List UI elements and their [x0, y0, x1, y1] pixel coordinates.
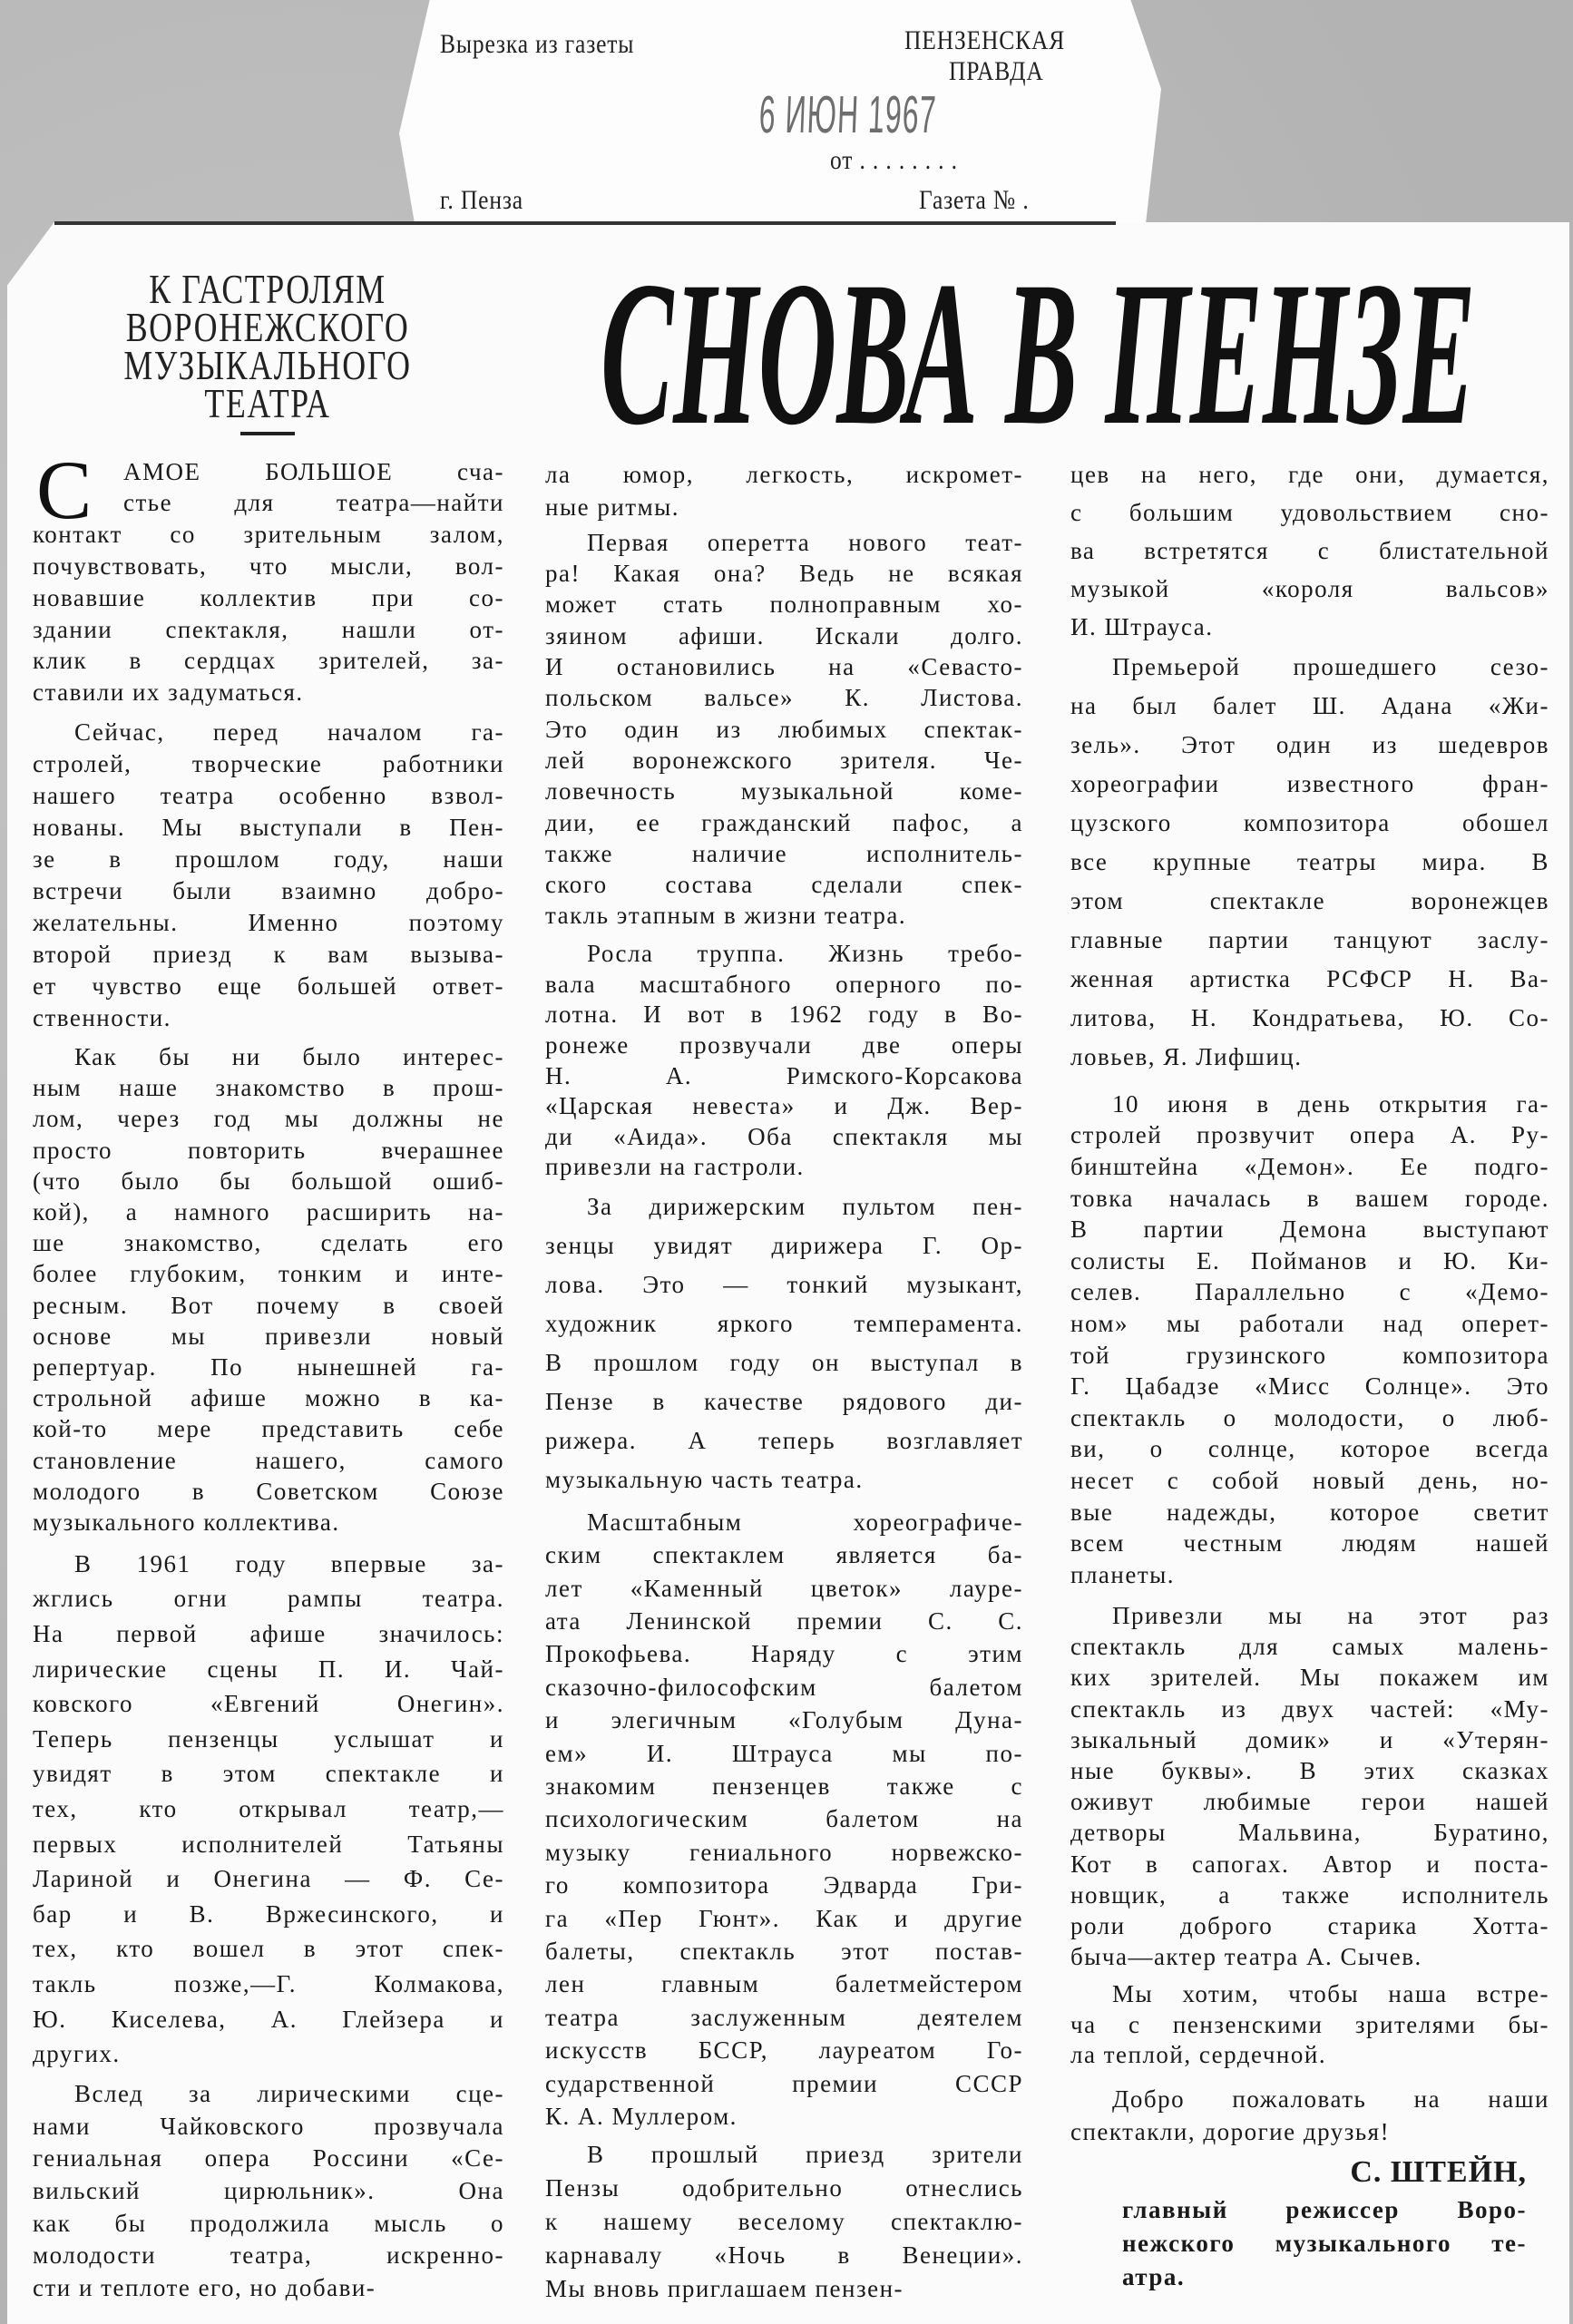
- text-line: музыку гениального норвежско-: [545, 1838, 1023, 1866]
- text-line: этом спектакле воронежцев: [1070, 886, 1549, 914]
- text-line: к нашему веселому спектаклю-: [545, 2207, 1023, 2235]
- text-line: Добро пожаловать на наши: [1112, 2085, 1549, 2113]
- text-line: первых исполнителей Татьяны: [33, 1830, 504, 1858]
- text-line: планеты.: [1070, 1560, 1176, 1588]
- author-position-line: атра.: [1122, 2263, 1186, 2290]
- text-line: тех, кто вошел в этот спек-: [33, 1935, 504, 1963]
- text-line: нашего театра особенно взвол-: [33, 781, 504, 809]
- text-line: ные буквы». В этих сказках: [1070, 1756, 1549, 1784]
- text-line: вильский цирюльник». Она: [33, 2177, 504, 2204]
- article-kicker: [54, 266, 481, 435]
- text-line: Пензы одобрительно отнеслись: [545, 2173, 1023, 2202]
- author-position-line: главный режиссер Воро-: [1122, 2196, 1527, 2223]
- text-line: Это один из любимых спектак-: [545, 715, 1023, 743]
- text-line: ла юмор, легкость, искромет-: [545, 461, 1023, 488]
- text-line: литова, Н. Кондратьева, Ю. Со-: [1070, 1003, 1549, 1031]
- text-line: театра заслуженным деятелем: [545, 2003, 1023, 2031]
- text-line: Лариной и Онегина — Ф. Се-: [33, 1865, 504, 1893]
- text-line: может стать полноправным хо-: [545, 591, 1023, 619]
- text-line: бар и В. Вржесинского, и: [33, 1899, 504, 1928]
- text-line: ковского «Евгений Онегин».: [33, 1690, 504, 1718]
- text-line: ва встретятся с блистательной: [1070, 537, 1549, 564]
- text-line: Как бы ни было интерес-: [74, 1042, 504, 1070]
- text-line: Прокофьева. Наряду с этим: [545, 1640, 1023, 1668]
- text-line: зе в прошлом году, наши: [33, 845, 504, 873]
- text-line: цев на него, где они, думается,: [1070, 461, 1549, 488]
- text-line: го композитора Эдварда Гри-: [545, 1871, 1023, 1899]
- text-line: И. Штрауса.: [1070, 613, 1214, 640]
- text-line: ем» И. Штрауса мы по-: [545, 1739, 1023, 1767]
- city-label: г. Пенза: [440, 185, 523, 215]
- text-line: Мы вновь приглашаем пензен-: [545, 2274, 904, 2302]
- text-line: ского состава сделали спек-: [545, 871, 1023, 899]
- issue-number-label: Газета № .: [919, 185, 1030, 215]
- text-line: основе мы привезли новый: [33, 1322, 504, 1350]
- text-line: быча—актер театра А. Сычев.: [1070, 1943, 1422, 1971]
- text-line: увидят в этом спектакле и: [33, 1760, 504, 1788]
- text-line: балеты, спектакль этот постав-: [545, 1938, 1023, 1965]
- text-line: 10 июня в день открытия га-: [1112, 1089, 1549, 1118]
- text-line: Пензе в качестве рядового ди-: [545, 1387, 1023, 1415]
- text-line: второй приезд к вам вызыва-: [33, 940, 504, 968]
- text-line: сказочно-философским балетом: [545, 1673, 1023, 1701]
- text-line: ких зрителей. Мы покажем им: [1070, 1664, 1549, 1692]
- text-line: Первая оперетта нового теат-: [587, 528, 1023, 556]
- text-line: зель». Этот один из шедевров: [1070, 730, 1549, 758]
- text-line: знакомим пензенцев также с: [545, 1772, 1023, 1800]
- text-line: К. А. Муллером.: [545, 2103, 738, 2130]
- text-line: спектакль из двух частей: «Му-: [1070, 1694, 1549, 1723]
- text-line: новщик, а также исполнитель: [1070, 1880, 1549, 1909]
- text-line: строльной афише можно в ка-: [33, 1384, 504, 1412]
- text-line: ловечность музыкальной коме-: [545, 777, 1023, 806]
- text-line: жглись огни рампы театра.: [33, 1585, 504, 1613]
- text-line: женная артистка РСФСР Н. Ва-: [1070, 964, 1549, 992]
- text-line: молодого в Советском Союзе: [33, 1477, 504, 1505]
- text-line: Привезли мы на этот раз: [1112, 1601, 1549, 1629]
- text-line: зенцы увидят дирижера Г. Ор-: [545, 1231, 1023, 1259]
- text-line: Вслед за лирическими сце-: [74, 2080, 504, 2108]
- text-line: той грузинского композитора: [1070, 1341, 1549, 1369]
- text-line: Ю. Киселева, А. Глейзера и: [33, 2005, 504, 2033]
- text-line: ше знакомство, сделать его: [33, 1229, 504, 1257]
- date-stamp: 6 ИЮН 1967: [757, 85, 938, 144]
- text-line: сти и теплоте его, но добави-: [33, 2273, 376, 2301]
- text-line: Масштабным хореографиче-: [587, 1508, 1023, 1536]
- text-line: ра! Какая она? Ведь не всякая: [545, 560, 1023, 588]
- text-line: ет чувство еще большей ответ-: [33, 972, 504, 1000]
- text-line: Росла труппа. Жизнь требо-: [587, 940, 1023, 968]
- text-line: оживут любимые герои нашей: [1070, 1788, 1549, 1816]
- text-line: Мы хотим, чтобы наша встре-: [1112, 1980, 1549, 2008]
- text-line: такль этапным в жизни театра.: [545, 902, 907, 930]
- text-line: спектакль для самых малень-: [1070, 1633, 1549, 1661]
- text-line: ставили их задуматься.: [33, 679, 304, 707]
- text-line: новавшие коллектив при со-: [33, 583, 504, 611]
- text-line: На первой афише значилось:: [33, 1619, 504, 1647]
- text-line: И остановились на «Севасто-: [545, 653, 1023, 681]
- text-line: карнавалу «Ночь в Венеции».: [545, 2241, 1023, 2269]
- text-line: зяином афиши. Искали долго.: [545, 621, 1023, 649]
- text-line: лирические сцены П. И. Чай-: [33, 1655, 504, 1683]
- text-line: лей воронежского зрителя. Че-: [545, 746, 1023, 774]
- text-line: В прошлый приезд зрители: [587, 2140, 1023, 2168]
- text-line: Премьерой прошедшего сезо-: [1112, 652, 1549, 680]
- text-line: польском вальсе» К. Листова.: [545, 684, 1023, 712]
- author-name: С. ШТЕЙН,: [1350, 2155, 1527, 2189]
- kicker-line: ТЕАТРА: [204, 380, 331, 426]
- text-line: ловьев, Я. Лифшиц.: [1070, 1042, 1303, 1070]
- text-line: психологическим балетом на: [545, 1805, 1023, 1833]
- text-line: «Царская невеста» и Дж. Вер-: [545, 1092, 1023, 1120]
- text-line: сударственной премии СССР: [545, 2069, 1023, 2097]
- text-line: хореографии известного фран-: [1070, 769, 1549, 797]
- text-line: лотна. И вот в 1962 году в Во-: [545, 1001, 1023, 1029]
- text-line: почувствовать, что мысли, вол-: [33, 552, 504, 580]
- text-line: ронеже прозвучали две оперы: [545, 1031, 1023, 1059]
- text-line: ресным. Вот почему в своей: [33, 1291, 504, 1319]
- text-line: стролей прозвучит опера А. Ру-: [1070, 1121, 1549, 1149]
- text-line: музыкальную часть театра.: [545, 1465, 864, 1493]
- text-line: с большим удовольствием сно-: [1070, 499, 1549, 526]
- text-line: ные ритмы.: [545, 493, 680, 521]
- text-line: ди «Аида». Оба спектакля мы: [545, 1122, 1023, 1150]
- text-line: селев. Параллельно с «Демо-: [1070, 1278, 1549, 1306]
- text-line: как бы продолжила мысль о: [33, 2209, 504, 2237]
- text-line: нами Чайковского прозвучала: [33, 2112, 504, 2140]
- text-line: ата Ленинской премии С. С.: [545, 1607, 1023, 1635]
- text-line: желательны. Именно поэтому: [33, 908, 504, 936]
- text-line: стролей, творческие работники: [33, 749, 504, 777]
- kicker-line: К ГАСТРОЛЯМ: [149, 266, 386, 312]
- text-line: музыкой «короля вальсов»: [1070, 575, 1549, 602]
- text-line: Сейчас, перед началом га-: [74, 718, 504, 746]
- text-line: ви, о солнце, которое всегда: [1070, 1435, 1549, 1463]
- text-line: лет «Каменный цветок» лауре-: [545, 1574, 1023, 1602]
- text-line: искусств БССР, лауреатом Го-: [545, 2036, 1023, 2065]
- kicker-line: МУЗЫКАЛЬНОГО: [123, 342, 412, 388]
- text-line: кой-то мере представить себе: [33, 1415, 504, 1443]
- text-line: зыкальный домик» и «Утерян-: [1070, 1725, 1549, 1753]
- text-line: рижера. А теперь возглавляет: [545, 1426, 1023, 1454]
- text-line: (что было бы большой ошиб-: [33, 1167, 504, 1195]
- text-line: главные партии танцуют заслу-: [1070, 925, 1549, 953]
- text-line: здании спектакля, нашли от-: [33, 615, 504, 643]
- text-line: товка началась в вашем городе.: [1070, 1184, 1549, 1212]
- text-line: спектакль о молодости, о люб-: [1070, 1403, 1549, 1431]
- text-line: вала масштабного оперного по-: [545, 970, 1023, 998]
- kicker-line: ВОРОНЕЖСКОГО: [125, 304, 410, 350]
- text-line: молодости театра, искренно-: [33, 2241, 504, 2270]
- text-line: привезли на гастроли.: [545, 1153, 805, 1181]
- text-line: вые надежды, которое светит: [1070, 1498, 1549, 1526]
- text-line: становление нашего, самого: [33, 1446, 504, 1474]
- newspaper-name-line1: ПЕНЗЕНСКАЯ: [904, 25, 1066, 55]
- text-line: лен главным балетмейстером: [545, 1970, 1023, 1998]
- text-line: роли доброго старика Хотта-: [1070, 1911, 1549, 1939]
- text-line: кой), а намного расширить на-: [33, 1197, 504, 1225]
- text-line: ным наше знакомство в прош-: [33, 1074, 504, 1102]
- text-line: других.: [33, 2040, 121, 2068]
- date-prefix: от . . . . . . . .: [830, 145, 958, 175]
- text-line: просто повторить вчерашнее: [33, 1136, 504, 1164]
- text-line: клик в сердцах зрителей, за-: [33, 647, 504, 675]
- text-line: ственности.: [33, 1003, 171, 1031]
- text-line: ским спектаклем является ба-: [545, 1541, 1023, 1569]
- text-line: на был балет Ш. Адана «Жи-: [1070, 691, 1549, 719]
- kicker-underline: [240, 432, 295, 435]
- text-line: более глубоким, тонким и инте-: [33, 1260, 504, 1288]
- text-line: спектакли, дорогие друзья!: [1070, 2118, 1391, 2145]
- text-line: репертуар. По нынешней га-: [33, 1352, 504, 1381]
- text-line: цузского композитора обошел: [1070, 808, 1549, 836]
- text-line: нованы. Мы выступали в Пен-: [33, 813, 504, 841]
- text-line: также наличие исполнитель-: [545, 839, 1023, 867]
- text-line: Кот в сапогах. Автор и поста-: [1070, 1850, 1549, 1878]
- text-line: АМОЕ БОЛЬШОЕ сча-: [123, 457, 504, 485]
- text-line: все крупные театры мира. В: [1070, 847, 1549, 875]
- text-line: несет с собой новый день, но-: [1070, 1466, 1549, 1494]
- drop-cap: С: [36, 444, 93, 536]
- text-line: В партии Демона выступают: [1070, 1216, 1549, 1244]
- text-line: Г. Цабадзе «Мисс Солнце». Это: [1070, 1372, 1549, 1401]
- text-line: ча с пензенскими зрителями бы-: [1070, 2010, 1549, 2038]
- clipping-source-label: Вырезка из газеты: [440, 29, 635, 59]
- text-line: гениальная опера Россини «Се-: [33, 2144, 504, 2173]
- text-line: встречи были взаимно добро-: [33, 876, 504, 904]
- text-line: всем честным людям нашей: [1070, 1529, 1549, 1557]
- text-line: Н. А. Римского-Корсакова: [545, 1061, 1023, 1089]
- text-line: тех, кто открывал театр,—: [33, 1794, 504, 1822]
- text-line: детворы Мальвина, Буратино,: [1070, 1819, 1549, 1847]
- text-line: ном» мы работали над оперет-: [1070, 1309, 1549, 1337]
- text-line: лова. Это — тонкий музыкант,: [545, 1270, 1023, 1298]
- text-line: и элегичным «Голубым Дуна-: [545, 1706, 1023, 1734]
- text-line: стье для театра—найти: [123, 489, 504, 517]
- text-line: контакт со зрительным залом,: [33, 521, 504, 549]
- text-line: ла теплой, сердечной.: [1070, 2041, 1327, 2069]
- article-title: СНОВА В ПЕНЗЕ: [601, 239, 1476, 468]
- text-line: га «Пер Гюнт». Как и другие: [545, 1904, 1023, 1932]
- text-line: солисты Е. Пойманов и Ю. Ки-: [1070, 1246, 1549, 1274]
- text-line: музыкального коллектива.: [33, 1508, 340, 1536]
- divider-rule: [54, 221, 1116, 225]
- newspaper-name-line2: ПРАВДА: [949, 56, 1044, 86]
- text-line: дии, ее гражданский пафос, а: [545, 808, 1023, 836]
- text-line: художник яркого темперамента.: [545, 1309, 1023, 1337]
- text-line: За дирижерским пультом пен-: [587, 1192, 1023, 1220]
- text-line: В прошлом году он выступал в: [545, 1348, 1023, 1376]
- text-line: бинштейна «Демон». Ее подго-: [1070, 1152, 1549, 1180]
- text-line: Теперь пензенцы услышат и: [33, 1724, 504, 1753]
- text-line: такль позже,—Г. Колмакова,: [33, 1969, 504, 1997]
- text-line: лом, через год мы должны не: [33, 1105, 504, 1133]
- author-position-line: нежского музыкального те-: [1122, 2230, 1527, 2257]
- text-line: В 1961 году впервые за-: [74, 1549, 504, 1577]
